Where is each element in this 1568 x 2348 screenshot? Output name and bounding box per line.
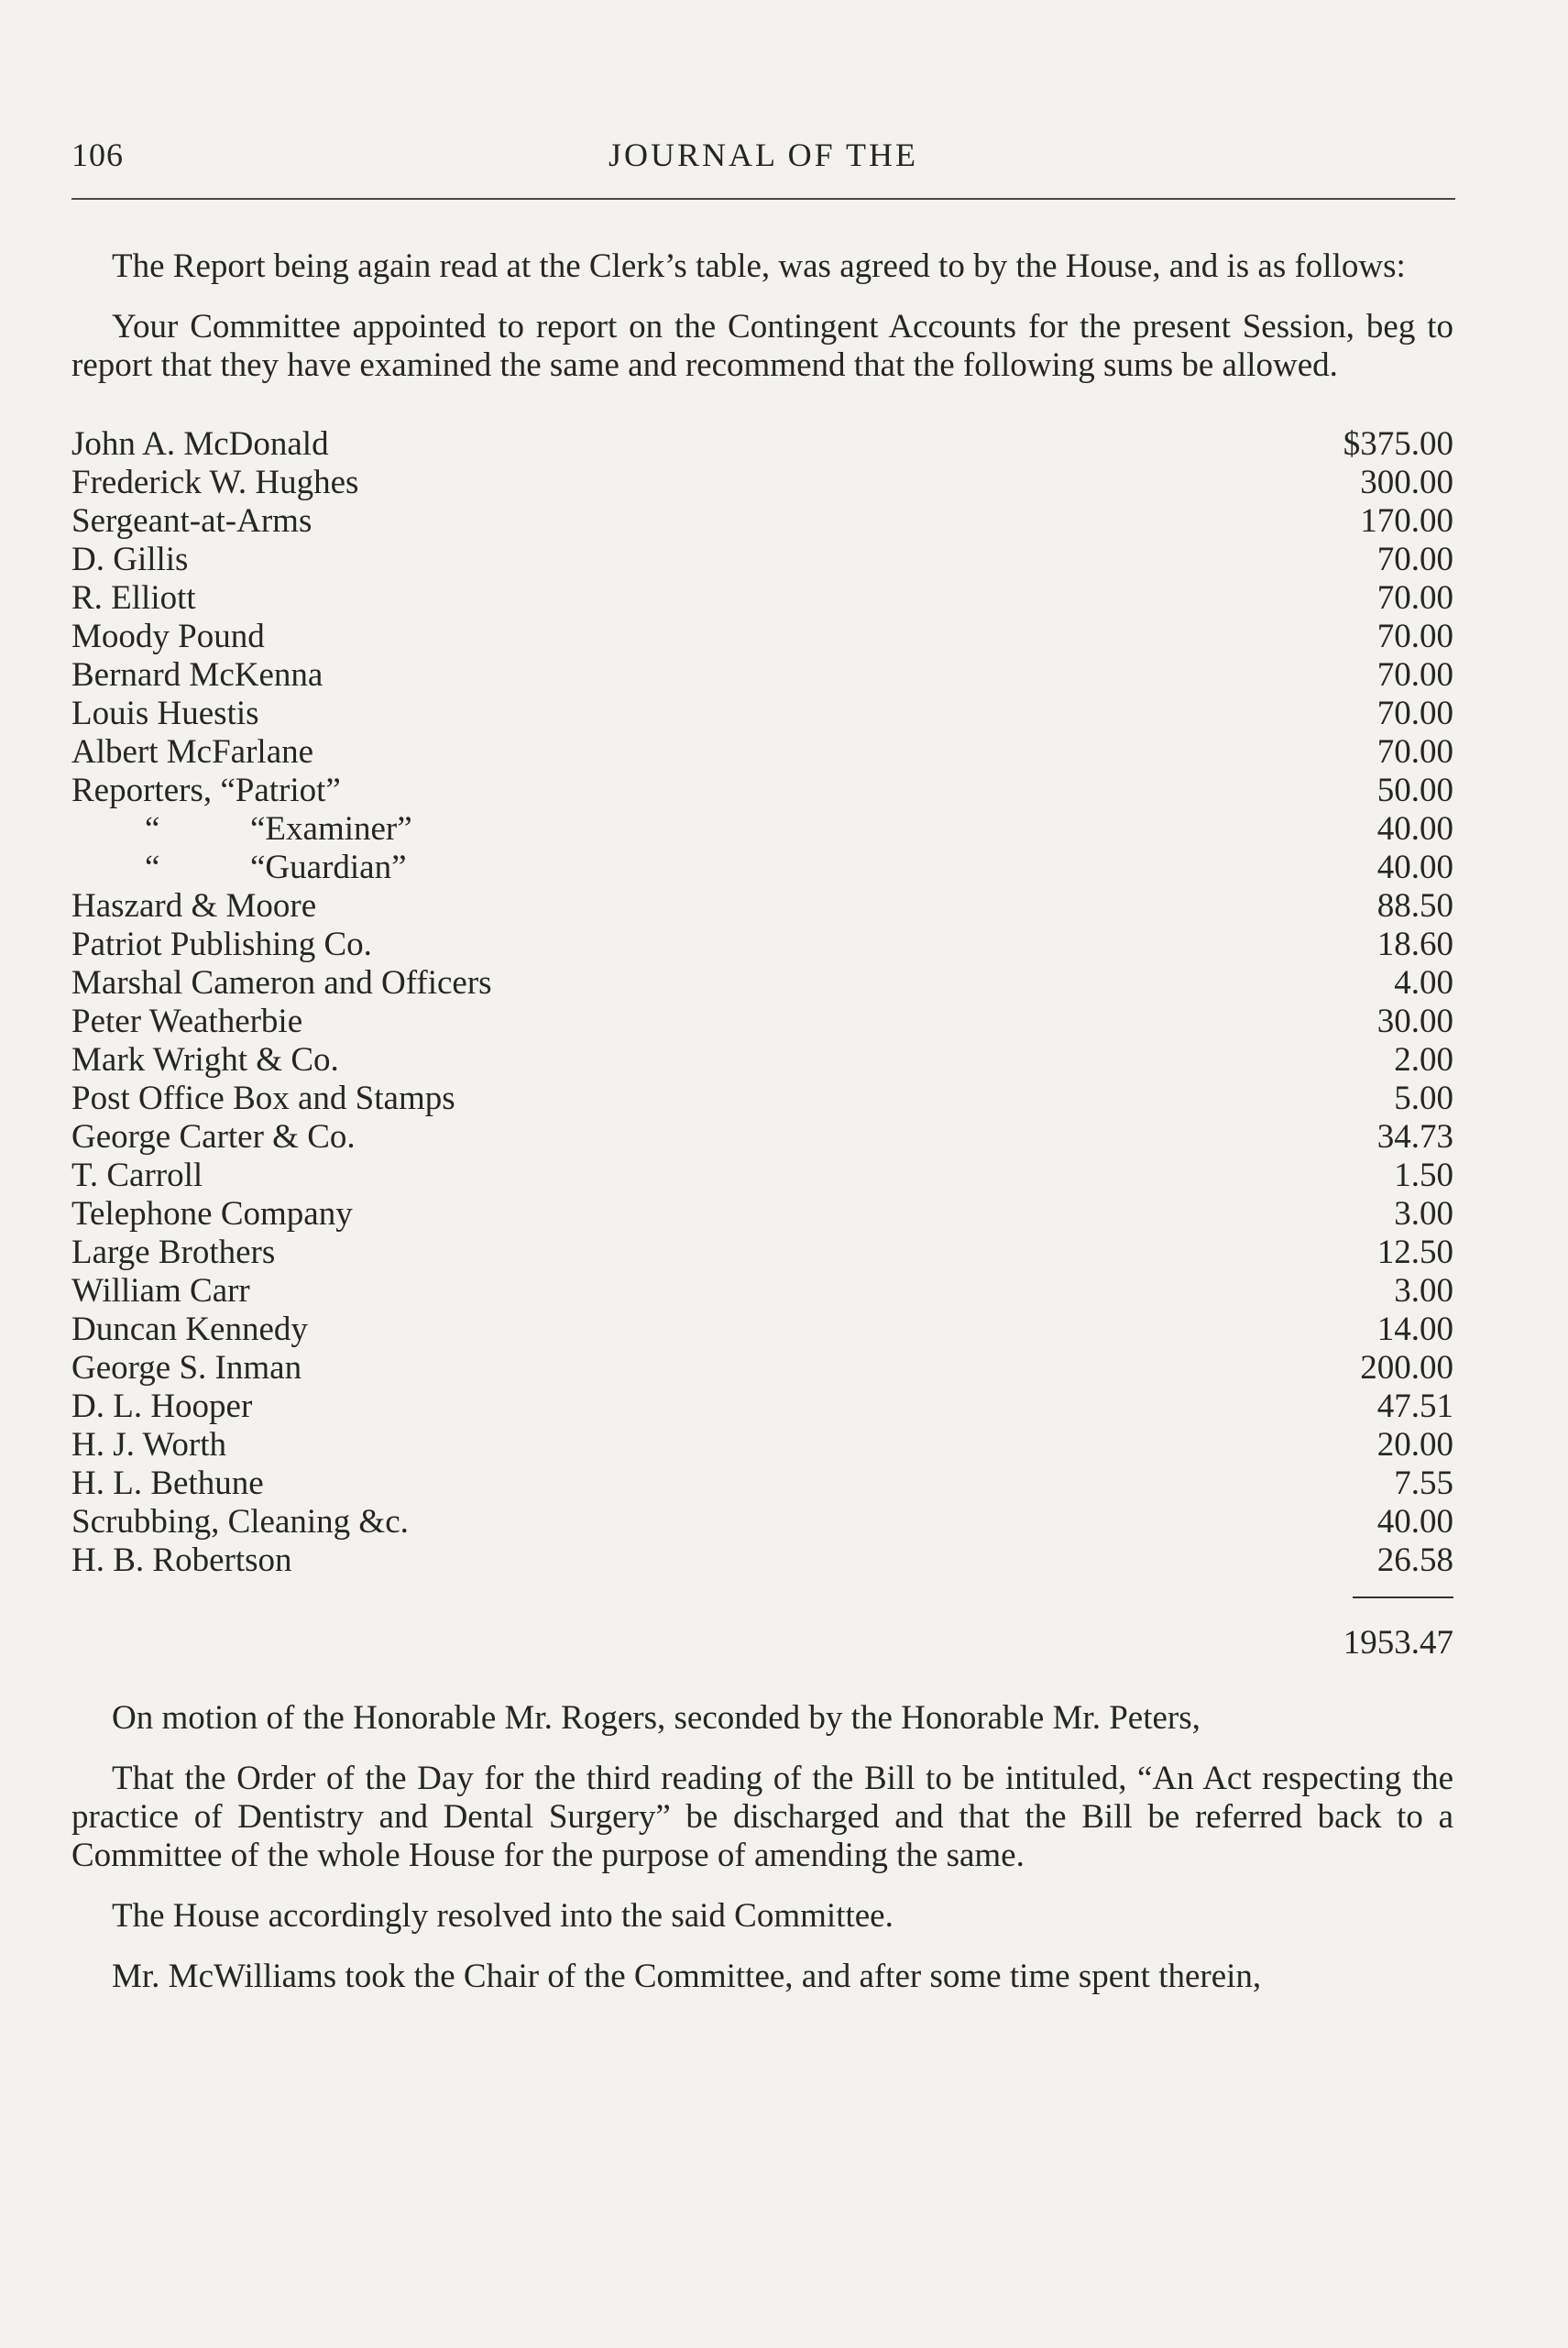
page-body — [71, 247, 1453, 2018]
account-row — [71, 1003, 1453, 1041]
account-name: Telephone Company — [71, 1195, 353, 1233]
account-amount: 40.00 — [1376, 1503, 1453, 1541]
account-amount: 70.00 — [1376, 579, 1453, 617]
resolved-paragraph: The House accordingly resolved into the said Committee. — [112, 1897, 894, 1935]
account-row — [71, 656, 1453, 695]
motion-paragraph: On motion of the Honorable Mr. Rogers, seconded by the Honorable Mr. Peters, — [112, 1699, 1201, 1737]
account-row — [71, 425, 1453, 464]
account-amount: 2.00 — [1394, 1041, 1453, 1079]
account-amount: 12.50 — [1376, 1234, 1453, 1271]
account-amount: 7.55 — [1394, 1465, 1453, 1502]
page-header — [71, 136, 1455, 181]
accounts-total: 1953.47 — [1343, 1624, 1453, 1662]
account-amount: 88.50 — [1376, 887, 1453, 925]
account-row — [71, 1157, 1453, 1195]
account-amount: 26.58 — [1376, 1542, 1453, 1579]
account-amount: $375.00 — [1343, 425, 1453, 463]
intro-paragraph: The Report being again read at the Clerk’s table, was agreed to by the House, and is as follows: — [112, 247, 1406, 285]
account-name: H. J. Worth — [71, 1426, 227, 1464]
account-row — [71, 695, 1453, 733]
account-amount: 200.00 — [1360, 1349, 1453, 1387]
account-name: Frederick W. Hughes — [71, 464, 359, 501]
account-row — [71, 579, 1453, 618]
account-row — [71, 964, 1453, 1003]
account-name: George Carter & Co. — [71, 1118, 356, 1156]
account-name: Peter Weatherbie — [71, 1003, 303, 1040]
account-name: Mark Wright & Co. — [71, 1041, 339, 1079]
account-row — [71, 541, 1453, 579]
account-row — [71, 1234, 1453, 1272]
account-amount: 1.50 — [1394, 1157, 1453, 1194]
account-name — [71, 849, 407, 887]
account-row — [71, 1503, 1453, 1542]
account-amount: 40.00 — [1376, 810, 1453, 848]
page-number: 106 — [71, 137, 124, 173]
account-row — [71, 1195, 1453, 1234]
account-row — [71, 1311, 1453, 1349]
account-row — [71, 887, 1453, 926]
account-amount: 40.00 — [1376, 849, 1453, 886]
chair-paragraph: Mr. McWilliams took the Chair of the Committee, and after some time spent therein, — [112, 1958, 1262, 1995]
account-amount: 5.00 — [1394, 1080, 1453, 1117]
account-name: Sergeant-at-Arms — [71, 502, 313, 540]
header-rule — [71, 198, 1455, 200]
account-row — [71, 1080, 1453, 1118]
account-name-text: “Guardian” — [250, 849, 407, 886]
account-name: Moody Pound — [71, 618, 265, 655]
account-name: Reporters, “Patriot” — [71, 772, 341, 809]
account-amount: 70.00 — [1376, 618, 1453, 655]
account-amount: 50.00 — [1376, 772, 1453, 809]
account-row — [71, 1465, 1453, 1503]
account-name: H. L. Bethune — [71, 1465, 264, 1502]
account-name: Duncan Kennedy — [71, 1311, 308, 1348]
account-amount: 3.00 — [1394, 1195, 1453, 1233]
account-row — [71, 1118, 1453, 1157]
account-amount: 70.00 — [1376, 656, 1453, 694]
running-head: JOURNAL OF THE — [608, 137, 918, 173]
account-amount: 14.00 — [1376, 1311, 1453, 1348]
account-name: D. Gillis — [71, 541, 189, 578]
account-name: George S. Inman — [71, 1349, 302, 1387]
account-name: Albert McFarlane — [71, 733, 314, 771]
account-amount: 3.00 — [1394, 1272, 1453, 1310]
account-name: John A. McDonald — [71, 425, 329, 463]
account-row — [71, 1272, 1453, 1311]
account-name — [71, 810, 412, 849]
account-amount: 34.73 — [1376, 1118, 1453, 1156]
account-row — [71, 810, 1453, 849]
account-row — [71, 618, 1453, 656]
account-row — [71, 1349, 1453, 1388]
account-row — [71, 502, 1453, 541]
total-rule — [1353, 1596, 1453, 1598]
account-name: Scrubbing, Cleaning &c. — [71, 1503, 409, 1541]
account-name: Bernard McKenna — [71, 656, 323, 694]
account-row — [71, 1388, 1453, 1426]
account-amount: 170.00 — [1360, 502, 1453, 540]
ditto-mark: “ — [145, 810, 160, 848]
account-amount: 70.00 — [1376, 733, 1453, 771]
ditto-mark: “ — [145, 849, 160, 886]
account-amount: 18.60 — [1376, 926, 1453, 963]
account-row — [71, 849, 1453, 887]
account-amount: 20.00 — [1376, 1426, 1453, 1464]
account-name: William Carr — [71, 1272, 250, 1310]
account-amount: 70.00 — [1376, 541, 1453, 578]
account-name: Post Office Box and Stamps — [71, 1080, 455, 1117]
account-amount: 300.00 — [1360, 464, 1453, 501]
account-name: Patriot Publishing Co. — [71, 926, 372, 963]
account-row — [71, 1426, 1453, 1465]
account-name: R. Elliott — [71, 579, 196, 617]
order-paragraph: That the Order of the Day for the third reading of the Bill to be intituled, “An Act respecting the practice of Dentistry and Dental Surgery” be discharged and that the Bill be referred back to a Committee of the whole House for the purpose of amending the same. — [71, 1760, 1453, 1874]
account-name: Marshal Cameron and Officers — [71, 964, 492, 1002]
account-row — [71, 926, 1453, 964]
account-name: H. B. Robertson — [71, 1542, 292, 1579]
committee-paragraph: Your Committee appointed to report on the Contingent Accounts for the present Session, beg to report that they have examined the same and recommend that the following sums be allowed. — [71, 308, 1453, 384]
account-name: Haszard & Moore — [71, 887, 317, 925]
account-row — [71, 1041, 1453, 1080]
account-amount: 30.00 — [1376, 1003, 1453, 1040]
account-name: D. L. Hooper — [71, 1388, 253, 1425]
account-name: Louis Huestis — [71, 695, 259, 732]
account-row — [71, 733, 1453, 772]
account-row — [71, 1542, 1453, 1580]
account-name-text: “Examiner” — [250, 810, 412, 848]
account-amount: 70.00 — [1376, 695, 1453, 732]
account-row — [71, 464, 1453, 502]
account-name: Large Brothers — [71, 1234, 276, 1271]
account-row — [71, 772, 1453, 810]
account-amount: 47.51 — [1376, 1388, 1453, 1425]
account-name: T. Carroll — [71, 1157, 203, 1194]
account-amount: 4.00 — [1394, 964, 1453, 1002]
accounts-list — [71, 425, 1453, 1580]
